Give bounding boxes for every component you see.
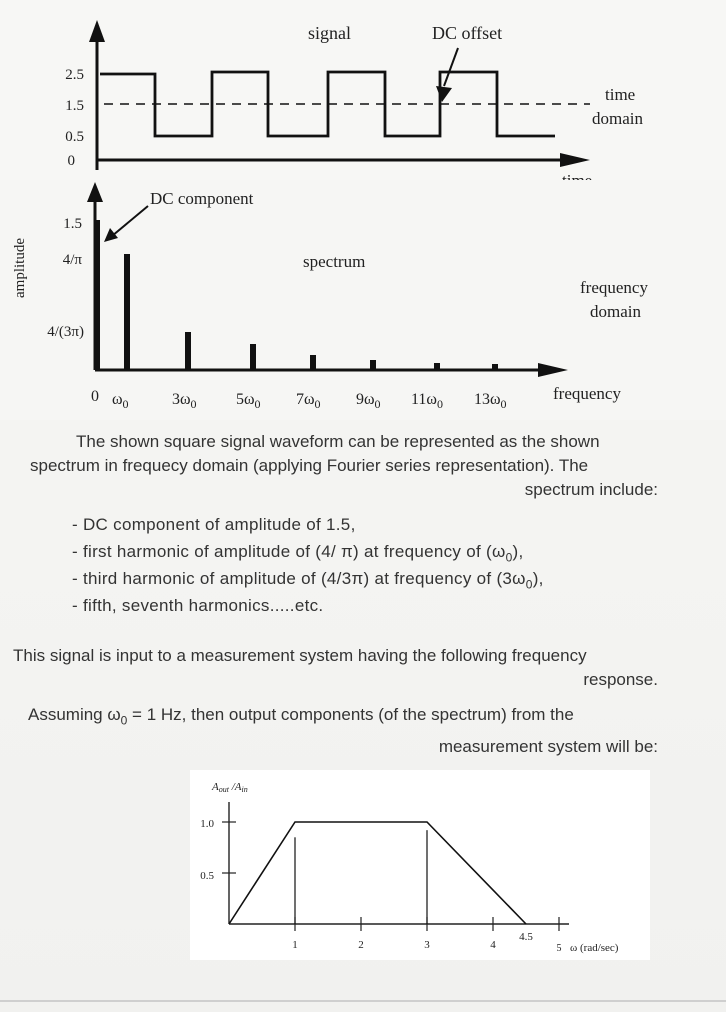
page-bottom-rule: [0, 1000, 726, 1002]
response-x-tick-3: 3: [424, 939, 430, 951]
svg-text:13ω0: $13\omega_0$: [474, 391, 507, 411]
svg-text:9ω0: $9\omega_0$: [356, 391, 381, 411]
y-tick-0: 0: [67, 153, 75, 169]
y-tick-2-5: 2.5: [65, 67, 84, 83]
frequency-domain-label-2: domain: [590, 302, 641, 321]
response-x-tick-2: 2: [358, 939, 364, 951]
spec-y-tick-1-5: 1.5: [63, 216, 82, 232]
dc-bar: [95, 220, 100, 370]
time-domain-label-1: time: [605, 85, 636, 104]
harmonic-bar-7: [310, 355, 316, 370]
response-y-tick-0-5: 0.5: [200, 870, 214, 882]
response-ylabel: Aout /Ain: [212, 781, 248, 794]
response-xlabel: ω (rad/sec): [570, 942, 619, 954]
frequency-response-chart: [190, 770, 650, 960]
input-line-2: response.: [583, 670, 658, 689]
time-domain-label-2: domain: [592, 109, 643, 128]
intro-line-1: The shown square signal waveform can be represented as the shown: [76, 432, 600, 451]
spec-y-tick-4-pi: 4/π: [62, 252, 82, 268]
spec-y-tick-4-3pi: 4/(3π): [47, 324, 84, 340]
frequency-domain-label-1: frequency: [580, 278, 648, 297]
assume-line-2: measurement system will be:: [438, 737, 658, 756]
spectrum-figure: [0, 180, 726, 420]
harmonic-bar-1: [124, 254, 130, 370]
x-tick-0: 0: [91, 388, 99, 405]
dc-component-label: DC component: [150, 189, 254, 208]
response-x-tick-5: 5: [556, 943, 562, 954]
amplitude-label: amplitude: [12, 238, 28, 298]
harmonic-bar-9: [370, 360, 376, 370]
frequency-axis-label: frequency: [553, 384, 621, 403]
response-x-tick-1: 1: [292, 939, 298, 951]
svg-text:ω0: $\omega_0$: [112, 391, 129, 411]
dc-offset-label: DC offset: [432, 23, 503, 43]
y-tick-0-5: 0.5: [65, 129, 84, 145]
harmonic-bar-3: [185, 332, 191, 370]
bullet-fifth-seventh: - fifth, seventh harmonics.....etc.: [72, 596, 324, 615]
input-line-1: This signal is input to a measurement system having the following frequency: [13, 646, 587, 665]
intro-line-2: spectrum in frequecy domain (applying Fourier series representation). The: [30, 456, 589, 475]
assume-line-1: Assuming $\omega_0 = 1$ Hz, then output components (of the spectrum) from the: [28, 705, 574, 728]
intro-line-3: spectrum include:: [524, 480, 658, 499]
harmonic-bar-11: [434, 363, 440, 370]
svg-text:11ω0: $11\omega_0$: [411, 391, 443, 411]
svg-text:7ω0: $7\omega_0$: [296, 391, 321, 411]
response-y-tick-1-0: 1.0: [200, 818, 214, 830]
response-x-tick-4-5: 4.5: [519, 931, 533, 943]
harmonic-bar-5: [250, 344, 256, 370]
signal-label: signal: [308, 23, 351, 43]
bullet-dc: - DC component of amplitude of 1.5,: [72, 515, 356, 534]
harmonic-bar-13: [492, 364, 498, 370]
bullet-first-harmonic: - first harmonic of amplitude of (4/ π) at frequency of $(\omega_0)$,: [72, 542, 524, 565]
y-tick-1-5: 1.5: [65, 98, 84, 114]
time-domain-figure: [0, 0, 726, 200]
svg-text:5ω0: $5\omega_0$: [236, 391, 261, 411]
spectrum-label: spectrum: [303, 252, 366, 271]
svg-text:3ω0: $3\omega_0$: [172, 391, 197, 411]
response-x-tick-4: 4: [490, 939, 496, 951]
bullet-third-harmonic: - third harmonic of amplitude of (4/3π) at frequency of $(3\omega_0)$,: [72, 569, 544, 592]
